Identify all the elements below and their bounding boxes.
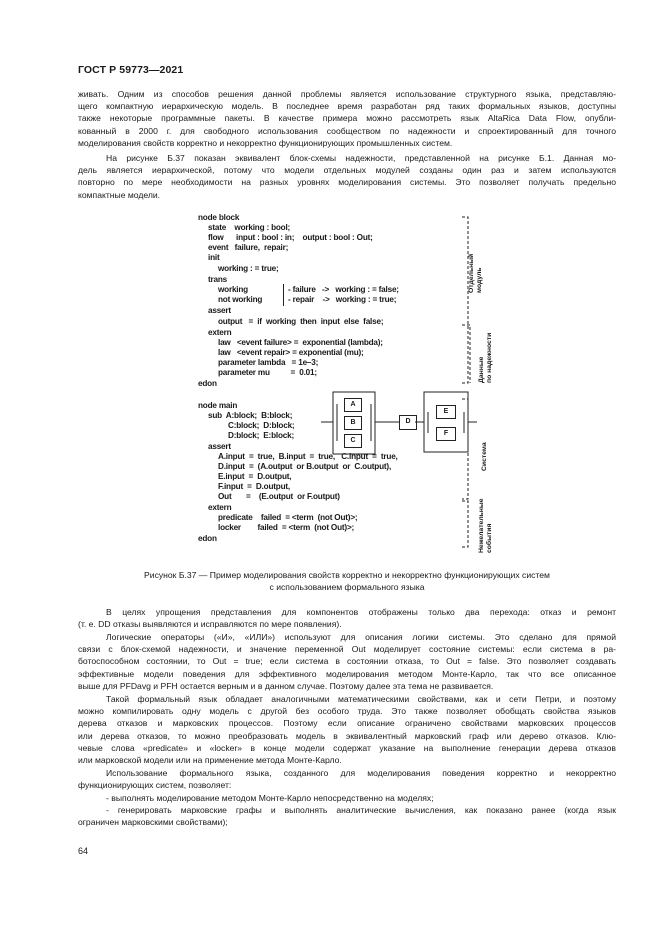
- paragraph-intro: [78, 88, 616, 149]
- code-line: edon: [198, 534, 217, 543]
- code-line: locker failed = <term (not Out)>;: [218, 523, 355, 532]
- text-line: Такой формальный язык обладает аналогичными математическими свойствами, как и сети Петри, и поэтому: [106, 694, 616, 704]
- code-line: assert: [208, 442, 231, 451]
- block-b: B: [344, 416, 362, 430]
- side-label-undesired-events: Нежелательные события: [478, 498, 493, 553]
- code-line: Out = (E.output or F.output): [218, 492, 340, 501]
- trans-divider: [283, 284, 284, 306]
- block-e: E: [436, 405, 456, 419]
- bullet-list: [78, 792, 616, 829]
- text-line: можно компилировать одну модель с другой без особого труда. Это также позволяет обобщать свойства языков: [78, 706, 616, 717]
- paragraph-figure-reference: [78, 152, 616, 201]
- text-line: кованный в 2000 г. для свободного использования сообществом по надежности и спроектированный для точного: [78, 125, 616, 136]
- code-line: init: [208, 253, 220, 262]
- brace-reliability-data: [462, 325, 470, 383]
- code-line: predicate failed = <term (not Out)>;: [218, 513, 358, 522]
- code-line: state working : bool;: [208, 223, 291, 232]
- code-line: not working: [218, 295, 263, 304]
- text-line: На рисунке Б.37 показан эквивалент блок-схемы надежности, представленной на рисунке Б.1. Данная мо-: [106, 153, 616, 163]
- code-line: extern: [208, 328, 232, 337]
- text-line: ботоспособном состоянии, то Out = true; если система в состоянии отказа, то Out = false. Это позволяет создавать: [78, 656, 616, 667]
- code-line: working : = true;: [218, 264, 279, 273]
- code-line: A.input = true, B.input = true, C.input = true,: [218, 452, 398, 461]
- block-f: F: [436, 427, 456, 441]
- altarica-code-figure: [192, 211, 632, 551]
- bullet-item: - генерировать марковские графы и выполнять аналитические вычисления, как показано ранее (когда язык: [106, 805, 616, 816]
- code-line: E.input = D.output,: [218, 472, 292, 481]
- code-line: C:block; D:block;: [228, 421, 295, 430]
- text-line: В целях упрощения представления для компонентов отображены только два перехода: отказ и ремонт: [106, 607, 616, 617]
- standard-header: ГОСТ Р 59773—2021: [78, 64, 184, 76]
- code-line: event failure, repair;: [208, 243, 289, 252]
- code-line: extern: [208, 503, 232, 512]
- text-line: (т. е. DD отказы выявляются и исправляются по мере появления).: [78, 619, 342, 630]
- code-line: law <event failure> = exponential (lambda);: [218, 338, 383, 347]
- block-d: D: [399, 415, 417, 430]
- code-line: output = if working then input else false;: [218, 317, 384, 326]
- brace-module: [462, 217, 468, 383]
- code-line: edon: [198, 379, 217, 388]
- text-line: функционирующих систем, позволяет:: [78, 780, 232, 791]
- paragraph-formal-language: [78, 693, 616, 766]
- code-line: node block: [198, 213, 240, 222]
- block-a: A: [344, 398, 362, 412]
- paragraph-usage: [78, 767, 616, 791]
- code-line: parameter mu = 0.01;: [218, 368, 317, 377]
- brace-system: [462, 399, 468, 499]
- side-label-module: Отдельный модуль: [468, 253, 483, 293]
- brace-undesired-events: [462, 501, 468, 547]
- caption-line: Рисунок Б.37 — Пример моделирования свойств корректно и некорректно функционирующих систем: [144, 570, 550, 580]
- text-line: выше для PFDavg и PFH остается верным и в данном случае. Поэтому далее эта тема не развивается.: [78, 680, 494, 691]
- code-line: law <event repair> = exponential (mu);: [218, 348, 364, 357]
- text-line: Логические операторы («И», «ИЛИ») используют для описания логики системы. Это сделано для прямой: [106, 632, 616, 642]
- code-line: sub A:block; B:block;: [208, 411, 293, 420]
- text-line: эффективные модели поведения для эффективного моделирования методом Монте-Карло, так что все описанное: [78, 668, 616, 679]
- text-line: дель является иерархической, потому что модели отдельных модулей созданы один раз и затем используются: [78, 165, 616, 176]
- text-line: моделирования свойств корректно и некорректно функционирующих промышленных систем.: [78, 137, 453, 148]
- code-line: flow input : bool : in; output : bool : Out;: [208, 233, 373, 242]
- code-line: assert: [208, 306, 231, 315]
- bullet-item-continuation: ограничен марковскими свойствами);: [78, 817, 228, 828]
- code-line: node main: [198, 401, 238, 410]
- bullet-item: - выполнять моделирование методом Монте-Карло непосредственно на моделях;: [106, 793, 434, 803]
- code-line: - failure -> working : = false;: [288, 285, 399, 294]
- side-label-system: Система: [481, 442, 488, 471]
- text-line: дерева отказов и марковских процессов. Поэтому если описание ограничено свойствами марковских процессов: [78, 718, 616, 729]
- text-line: Использование формального языка, созданного для моделирования поведения корректно и некорректно: [106, 768, 616, 778]
- text-line: или дерева отказов, то можно преобразовать модель в эквивалентный марковский граф или дерево отказов. Клю-: [78, 730, 616, 741]
- caption-line: с использованием формального языка: [269, 582, 425, 593]
- text-line: повторно по мере необходимости на разных уровнях моделирования системы. Это позволяет получать предельно: [78, 177, 616, 188]
- code-line: D:block; E:block;: [228, 431, 294, 440]
- code-line: - repair -> working : = true;: [288, 295, 397, 304]
- page-number: 64: [78, 846, 89, 856]
- text-line: чевые слова «predicate» и «locker» в конце модели содержат указание на выполнение генерации дерева отказов: [78, 742, 616, 753]
- text-line: связи с блок-схемой надежности, и значение переменной Out моделирует состояние системы: если система в ра-: [78, 644, 616, 655]
- code-line: trans: [208, 275, 228, 284]
- code-line: parameter lambda = 1e–3;: [218, 358, 319, 367]
- code-line: F.input = D.output,: [218, 482, 290, 491]
- paragraph-transitions: [78, 606, 616, 630]
- paragraph-logic-operators: [78, 631, 616, 692]
- text-line: компактные модели.: [78, 189, 161, 200]
- block-c: C: [344, 434, 362, 448]
- code-line: D.input = (A.output or B.output or C.output),: [218, 462, 392, 471]
- text-line: также некоторые программные пакеты. В качестве примера можно рассмотреть язык AltaRica Data Flow, опубли-: [78, 113, 616, 124]
- text-line: живать. Одним из способов решения данной проблемы является использование структурного языка, представляю-: [78, 89, 616, 99]
- code-line: working: [218, 285, 248, 294]
- figure-caption: [78, 569, 616, 593]
- text-line: щего компактную иерархическую модель. В последнее время разработан ряд таких формальных языков, доступны: [78, 101, 616, 112]
- side-label-reliability-data: Данные по надежности: [478, 332, 493, 383]
- text-line: или марковской модели или на применение метода Монте-Карло.: [78, 755, 342, 766]
